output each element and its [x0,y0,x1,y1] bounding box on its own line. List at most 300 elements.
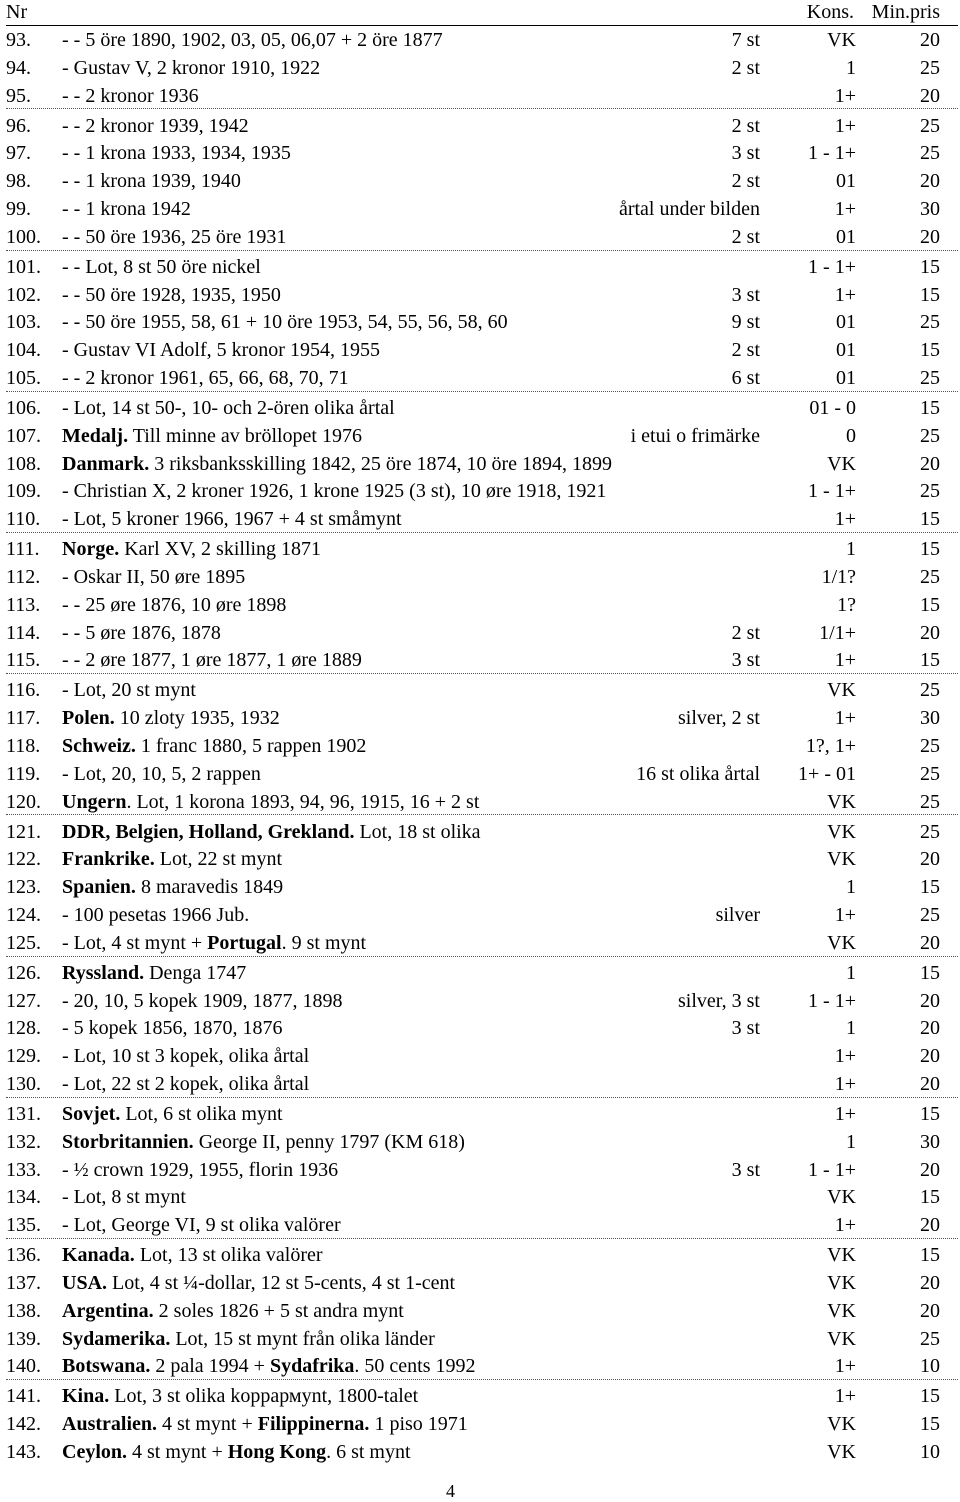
lot-row [0,959,960,987]
lot-text: - Lot, 8 st mynt [62,1186,186,1209]
lot-min-price: 15 [920,538,940,561]
lot-country: Hong Kong [227,1441,327,1463]
lot-text: . Lot, 1 korona 1893, 94, 96, 1915, 16 + 2 st [126,790,480,813]
lot-row [0,1269,960,1297]
lot-description [62,1241,323,1269]
lot-row [0,450,960,478]
lot-condition: VK [827,1413,856,1436]
lot-min-price: 15 [920,876,940,899]
lot-row [0,873,960,901]
header-nr: Nr [6,1,28,23]
lot-condition: 1 [846,1017,856,1040]
lot-note: silver [715,904,760,926]
lot-condition: 1 [846,961,856,984]
lot-text: - Gustav VI Adolf, 5 kronor 1954, 1955 [62,339,380,362]
lot-row [0,1042,960,1070]
lot-min-price: 30 [920,198,940,220]
lot-condition: 1+ - 01 [798,762,856,785]
lot-number: 106. [6,397,41,419]
lot-note: årtal under bilden [618,198,760,220]
lot-condition: 1+ [834,649,856,672]
lot-country: Australien. [62,1413,157,1436]
lot-country: Danmark. [62,452,150,475]
lot-number: 126. [6,961,41,984]
lot-min-price: 25 [920,735,940,757]
lot-text: - - 25 øre 1876, 10 øre 1898 [62,593,287,616]
lot-row [0,845,960,873]
lot-condition: 1+ [834,1045,856,1068]
lot-condition: VK [827,1299,856,1322]
lot-row [0,1382,960,1410]
lot-country: Ungern [62,790,127,813]
lot-description [62,1014,283,1042]
lot-description [62,450,612,478]
lot-min-price: 30 [920,1130,940,1153]
lot-row [0,308,960,336]
lot-condition: 1/1+ [819,621,856,644]
lot-number: 119. [6,762,41,785]
lot-note: 2 st [731,339,760,362]
lot-text: - - 5 öre 1890, 1902, 03, 05, 06,07 + 2 öre 1877 [62,29,443,51]
lot-min-price: 10 [920,1355,940,1378]
group-divider [6,1238,958,1239]
lot-description [62,364,349,392]
page-number: 4 [446,1481,455,1501]
lot-row [0,732,960,760]
lot-number: 111. [6,538,40,561]
lot-text: 3 riksbanksskilling 1842, 25 öre 1874, 10 öre 1894, 1899 [149,452,612,475]
lot-description [62,336,380,364]
lot-text: - Lot, 10 st 3 kopek, olika årtal [62,1045,310,1068]
lot-min-price: 25 [920,311,940,334]
lot-country: Schweiz. [62,735,136,757]
lot-number: 131. [6,1103,41,1125]
lot-description [62,535,321,563]
lot-number: 137. [6,1272,41,1294]
group-divider [6,532,958,533]
lot-description [62,760,261,788]
lot-row [0,704,960,732]
lot-country: DDR, Belgien, Holland, Grekland. [62,820,355,843]
lot-number: 117. [6,707,41,730]
lot-number: 104. [6,339,41,362]
lot-description [62,1128,465,1156]
lot-row [0,1241,960,1269]
lot-row [0,619,960,647]
group-divider [6,673,958,674]
lot-condition: 1+ [834,707,856,730]
lot-number: 102. [6,283,41,306]
lot-row [0,1438,960,1466]
lot-row [0,195,960,223]
lot-condition: 01 [836,367,856,389]
lot-number: 96. [6,114,31,137]
lot-row [0,422,960,450]
lot-description [62,308,508,336]
lot-number: 141. [6,1385,41,1408]
lot-condition: VK [827,1186,856,1209]
lot-text: - - 2 kronor 1961, 65, 66, 68, 70, 71 [62,367,349,389]
lot-description [62,1352,476,1380]
lot-min-price: 25 [920,480,940,503]
lot-text: - - 5 øre 1876, 1878 [62,621,221,644]
lot-condition: 1 - 1+ [808,480,856,503]
lot-condition: VK [827,820,856,843]
lot-note: 2 st [731,114,760,137]
lot-description [62,1156,338,1184]
lot-text: . 50 cents 1992 [354,1355,476,1378]
lot-row [0,505,960,533]
lot-country: Polen. [62,707,115,730]
lot-text: Lot, 18 st olika [354,820,481,843]
lot-text: - 5 kopek 1856, 1870, 1876 [62,1017,283,1040]
lot-description [62,1100,283,1128]
lot-min-price: 25 [920,114,940,137]
lot-row [0,1297,960,1325]
lot-row [0,1325,960,1353]
lot-row [0,167,960,195]
lot-number: 143. [6,1441,41,1463]
lot-description [62,676,196,704]
lot-description [62,1325,435,1353]
lot-min-price: 15 [920,649,940,672]
lot-number: 124. [6,904,41,926]
lot-description [62,704,280,732]
lot-text: Lot, 22 st mynt [154,848,283,871]
lot-condition: VK [827,790,856,813]
lot-text: - - 1 krona 1942 [62,198,191,220]
lot-condition: 01 [836,339,856,362]
lot-min-price: 20 [920,989,940,1012]
lot-country: Botswana. [62,1355,151,1378]
lot-condition: VK [827,1272,856,1294]
lot-number: 133. [6,1158,41,1181]
lot-min-price: 15 [920,1186,940,1209]
lot-min-price: 15 [920,593,940,616]
lot-row [0,54,960,82]
lot-condition: VK [827,29,856,51]
lot-text: 8 maravedis 1849 [135,876,284,899]
lot-min-price: 25 [920,56,940,79]
lot-text: - Lot, 22 st 2 kopek, olika årtal [62,1073,310,1095]
lot-description [62,1070,309,1098]
lot-description [62,1297,404,1325]
lot-condition: 01 [836,311,856,334]
lot-text: - - 1 krona 1939, 1940 [62,170,241,193]
lot-row [0,139,960,167]
lot-row [0,788,960,816]
lot-description [62,139,291,167]
lot-number: 105. [6,367,41,389]
lot-description [62,394,395,422]
lot-description [62,1042,309,1070]
lot-min-price: 15 [920,283,940,306]
lot-min-price: 20 [920,225,940,248]
lot-row [0,563,960,591]
lot-text: Lot, 6 st olika mynt [120,1103,283,1125]
lot-note: 2 st [731,56,760,79]
lot-min-price: 20 [920,931,940,954]
lot-description [62,619,221,647]
lot-row [0,818,960,846]
header-kons: Kons. [806,1,854,23]
lot-condition: 1 - 1+ [808,255,856,278]
lot-number: 118. [6,735,41,757]
lot-min-price: 25 [920,1327,940,1350]
lot-min-price: 20 [920,1017,940,1040]
lot-number: 94. [6,56,31,79]
lot-number: 138. [6,1299,41,1322]
lot-description [62,987,343,1015]
lot-row [0,82,960,110]
lot-number: 136. [6,1244,41,1267]
lot-note: 6 st [731,367,760,389]
lot-condition: 1 - 1+ [808,989,856,1012]
lot-note: i etui o frimärke [630,424,760,447]
lot-text: - Lot, 20 st mynt [62,679,196,702]
lot-min-price: 20 [920,452,940,475]
lot-description [62,901,249,929]
lot-number: 97. [6,142,31,165]
lot-number: 115. [6,649,41,672]
lot-note: silver, 2 st [678,707,760,730]
lot-description [62,788,479,816]
lot-description [62,1410,468,1438]
lot-description [62,959,246,987]
lot-text: Denga 1747 [144,961,247,984]
lot-condition: 1+ [834,198,856,220]
lot-min-price: 20 [920,84,940,107]
header-minpris: Min.pris [871,1,940,23]
group-divider [6,250,958,251]
lot-number: 116. [6,679,41,702]
lot-description [62,54,320,82]
lot-description [62,195,191,223]
lot-row [0,1156,960,1184]
lot-condition: 1 [846,538,856,561]
lot-text: - - 2 kronor 1936 [62,84,199,107]
lot-row [0,901,960,929]
lot-min-price: 15 [920,397,940,419]
lot-min-price: 30 [920,707,940,730]
lot-description [62,112,249,140]
lot-min-price: 20 [920,1158,940,1181]
lot-min-price: 25 [920,142,940,165]
lot-row [0,1128,960,1156]
lot-country: Storbritannien. [62,1130,194,1153]
lot-note: 2 st [731,225,760,248]
lot-text: 1 piso 1971 [369,1413,468,1436]
lot-text: - - 50 öre 1928, 1935, 1950 [62,283,281,306]
lot-condition: 01 - 0 [809,397,856,419]
lot-description [62,563,245,591]
lot-condition: 0 [846,424,856,447]
lot-note: 3 st [731,1017,760,1040]
lot-number: 139. [6,1327,41,1350]
lot-text: - Oskar II, 50 øre 1895 [62,566,246,588]
lot-min-price: 20 [920,1214,940,1237]
lot-number: 100. [6,225,41,248]
lot-row [0,760,960,788]
lot-min-price: 20 [920,170,940,193]
lot-text: 2 soles 1826 + 5 st andra mynt [153,1299,404,1322]
lot-number: 99. [6,198,31,220]
lot-number: 134. [6,1186,41,1209]
lot-row [0,591,960,619]
lot-min-price: 20 [920,1299,940,1322]
lot-text: - 20, 10, 5 kopek 1909, 1877, 1898 [62,989,343,1012]
lot-condition: 1/1? [821,566,856,588]
lot-description [62,167,241,195]
lot-min-price: 25 [920,679,940,702]
lot-description [62,818,481,846]
lot-row [0,1014,960,1042]
lot-note: 3 st [731,283,760,306]
lot-number: 122. [6,848,41,871]
lot-country: USA. [62,1272,108,1294]
lot-row [0,1410,960,1438]
lot-description [62,845,282,873]
lot-condition: 1+ [834,1385,856,1408]
lot-text: Lot, 3 st olika koppармynt, 1800-talet [109,1385,419,1408]
lot-row [0,987,960,1015]
lot-min-price: 20 [920,848,940,871]
lot-number: 114. [6,621,41,644]
lot-text: George II, penny 1797 (KM 618) [193,1130,465,1153]
lot-row [0,1070,960,1098]
lot-description [62,281,281,309]
lot-text: 4 st mynt + [127,1441,228,1463]
lot-condition: 1+ [834,84,856,107]
lot-text: Lot, 4 st ¼-dollar, 12 st 5-cents, 4 st 1-cent [107,1272,456,1294]
lot-row [0,1183,960,1211]
lot-min-price: 15 [920,1244,940,1267]
lot-number: 121. [6,820,41,843]
lot-condition: 1? [837,593,856,616]
lot-country: Sydafrika [269,1355,355,1378]
lot-condition: 1+ [834,283,856,306]
lot-country: Sovjet. [62,1103,121,1125]
lot-text: Karl XV, 2 skilling 1871 [119,538,322,561]
lot-condition: 1 [846,1130,856,1153]
group-divider [6,391,958,392]
lot-text: - Lot, 14 st 50-, 10- och 2-ören olika årtal [62,397,395,419]
lot-note: 9 st [731,311,760,334]
lot-text: . 9 st mynt [281,931,367,954]
lot-condition: 1+ [834,1073,856,1095]
lot-min-price: 15 [920,1385,940,1408]
lot-row [0,223,960,251]
lot-condition: 01 [836,225,856,248]
lot-min-price: 20 [920,621,940,644]
lot-row [0,394,960,422]
lot-text: 10 zloty 1935, 1932 [114,707,280,730]
group-divider [6,1097,958,1098]
lot-country: Portugal [207,931,282,954]
lot-description [62,1382,418,1410]
lot-text: 2 pala 1994 + [150,1355,270,1378]
lot-country: Medalj. [62,424,129,447]
lot-condition: 1+ [834,508,856,531]
lot-number: 110. [6,508,41,531]
lot-description [62,1211,341,1239]
lot-row [0,646,960,674]
lot-number: 101. [6,255,41,278]
lot-number: 130. [6,1073,41,1095]
lot-row [0,1211,960,1239]
lot-min-price: 15 [920,1413,940,1436]
lot-country: Kina. [62,1385,110,1408]
lot-note: 16 st olika årtal [636,762,760,785]
lot-condition: 1 [846,56,856,79]
lot-note: 3 st [731,142,760,165]
lot-description [62,223,286,251]
lot-min-price: 20 [920,1272,940,1294]
lot-text: - Lot, 20, 10, 5, 2 rappen [62,762,261,785]
lot-min-price: 15 [920,508,940,531]
lot-description [62,253,261,281]
lot-text: - - 1 krona 1933, 1934, 1935 [62,142,291,165]
lot-row [0,253,960,281]
lot-description [62,82,199,110]
lot-country: Frankrike. [62,848,155,871]
lot-row [0,112,960,140]
lot-text: . 6 st mynt [326,1441,411,1463]
lot-min-price: 10 [920,1441,940,1463]
lot-number: 142. [6,1413,41,1436]
lot-text: - - Lot, 8 st 50 öre nickel [62,255,261,278]
group-divider [6,814,958,815]
lot-condition: 1+ [834,114,856,137]
lot-condition: 1+ [834,1214,856,1237]
lot-text: - Lot, George VI, 9 st olika valörer [62,1214,341,1237]
lot-number: 123. [6,876,41,899]
lot-number: 95. [6,84,31,107]
lot-number: 128. [6,1017,41,1040]
lot-country: Filippinerna. [257,1413,370,1436]
lot-row [0,477,960,505]
lot-text: - Lot, 5 kroner 1966, 1967 + 4 st småmynt [62,508,402,531]
lot-row [0,364,960,392]
lot-min-price: 15 [920,1103,940,1125]
lot-row [0,26,960,54]
lot-text: 1 franc 1880, 5 rappen 1902 [135,735,367,757]
lot-condition: 1 - 1+ [808,1158,856,1181]
lot-condition: 1?, 1+ [805,735,856,757]
lot-text: Lot, 13 st olika valörer [134,1244,323,1267]
lot-row [0,336,960,364]
lot-row [0,1352,960,1380]
lot-number: 135. [6,1214,41,1237]
lot-number: 129. [6,1045,41,1068]
lot-country: Sydamerika. [62,1327,171,1350]
lot-note: 3 st [731,1158,760,1181]
lot-row [0,929,960,957]
lot-min-price: 25 [920,904,940,926]
lot-number: 103. [6,311,41,334]
lot-description [62,929,366,957]
lot-condition: VK [827,452,856,475]
lot-text: - - 2 øre 1877, 1 øre 1877, 1 øre 1889 [62,649,362,672]
lot-min-price: 25 [920,424,940,447]
lot-condition: 1 [846,876,856,899]
lot-number: 109. [6,480,41,503]
lot-number: 113. [6,593,41,616]
lot-condition: VK [827,931,856,954]
lot-note: silver, 3 st [678,989,760,1012]
lot-number: 125. [6,931,41,954]
lot-row [0,676,960,704]
